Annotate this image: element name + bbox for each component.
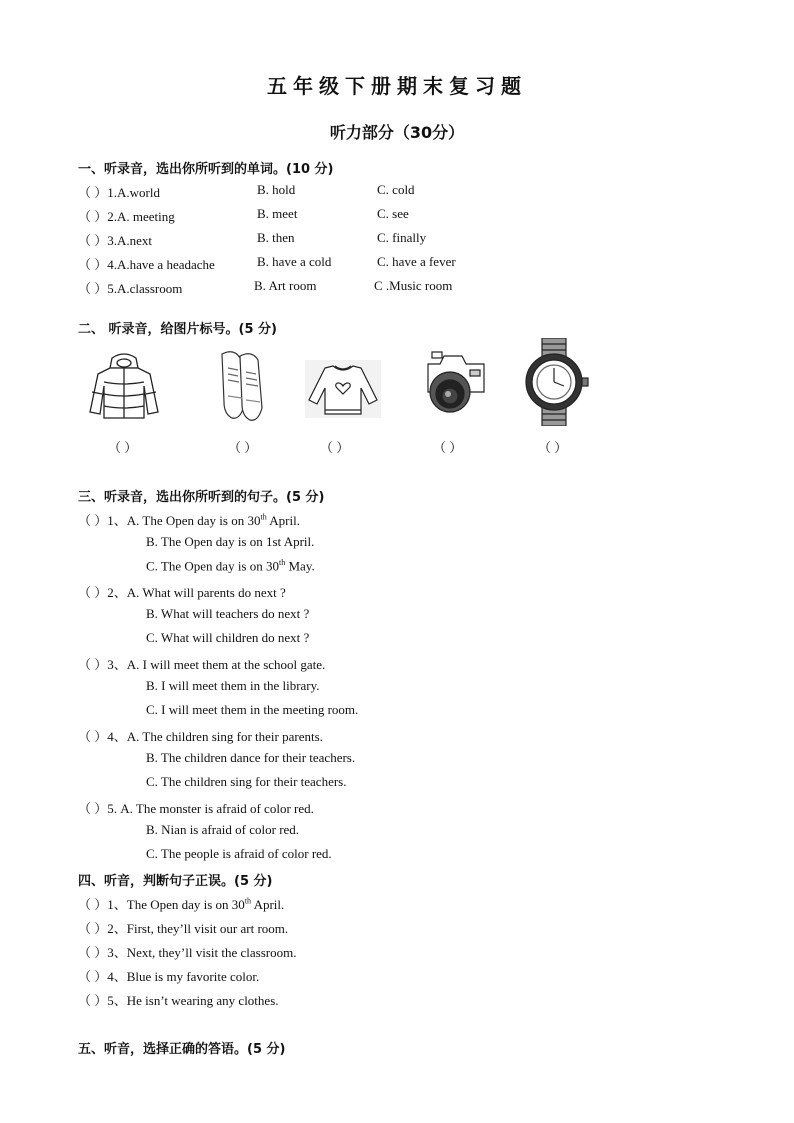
- watch-icon: [518, 338, 590, 426]
- sentence-line: B. Nian is afraid of color red.: [146, 822, 300, 837]
- shoes-icon: [214, 348, 270, 424]
- section-5-heading: 五、听音，选择正确的答语。(5 分): [78, 1042, 286, 1057]
- option-c: C. see: [377, 206, 409, 221]
- section-3-heading: 三、听录音，选出你所听到的句子。(5 分): [78, 490, 325, 505]
- sentence-line: （ ）1、The Open day is on 30th April.: [78, 896, 285, 912]
- sentence-line: （ ）5. A. The monster is afraid of color red.: [78, 801, 314, 816]
- question-item: （ ）1.A.world: [78, 185, 160, 200]
- sentence-line: （ ）1、A. The Open day is on 30th April.: [78, 512, 300, 528]
- sentence-line: （ ）4、A. The children sing for their parents.: [78, 729, 323, 744]
- option-b: B. meet: [257, 206, 298, 221]
- question-item: （ ）5.A.classroom: [78, 281, 183, 296]
- sentence-line: B. What will teachers do next ?: [146, 606, 310, 621]
- section-1-heading: 一、听录音，选出你所听到的单词。(10 分): [78, 162, 334, 177]
- sentence-line: （ ）2、A. What will parents do next ?: [78, 585, 286, 600]
- sentence-line: （ ）4、Blue is my favorite color.: [78, 969, 260, 984]
- answer-blank: （ ）: [228, 440, 258, 455]
- question-item: （ ）4.A.have a headache: [78, 257, 215, 272]
- sentence-line: （ ）2、First, they’ll visit our art room.: [78, 921, 289, 936]
- option-b: B. then: [257, 230, 295, 245]
- option-c: C. have a fever: [377, 254, 456, 269]
- sentence-line: （ ）3、A. I will meet them at the school gate.: [78, 657, 326, 672]
- sentence-line: B. I will meet them in the library.: [146, 678, 320, 693]
- answer-blank: （ ）: [108, 440, 138, 455]
- page-subtitle: 听力部分（30分）: [329, 123, 465, 142]
- question-item: （ ）3.A.next: [78, 233, 153, 248]
- sentence-line: C. The people is afraid of color red.: [146, 846, 332, 861]
- sentence-line: C. What will children do next ?: [146, 630, 310, 645]
- option-c: C .Music room: [374, 278, 453, 293]
- section-2-heading: 二、 听录音，给图片标号。(5 分): [78, 322, 277, 337]
- jacket-icon: [84, 352, 164, 424]
- option-b: B. Art room: [254, 278, 317, 293]
- sentence-line: C. The Open day is on 30th May.: [146, 558, 315, 574]
- sentence-line: B. The children dance for their teachers.: [146, 750, 356, 765]
- section-4-heading: 四、听音，判断句子正误。(5 分): [78, 874, 273, 889]
- option-c: C. cold: [377, 182, 415, 197]
- option-b: B. hold: [257, 182, 296, 197]
- option-b: B. have a cold: [257, 254, 332, 269]
- sentence-line: （ ）5、He isn’t wearing any clothes.: [78, 993, 279, 1008]
- answer-blank: （ ）: [320, 440, 350, 455]
- answer-blank: （ ）: [433, 440, 463, 455]
- sentence-line: C. I will meet them in the meeting room.: [146, 702, 359, 717]
- camera-icon: [418, 348, 494, 426]
- page-title: 五年级下册期末复习题: [267, 74, 527, 98]
- sentence-line: （ ）3、Next, they’ll visit the classroom.: [78, 945, 297, 960]
- answer-blank: （ ）: [538, 440, 568, 455]
- option-c: C. finally: [377, 230, 427, 245]
- sentence-line: B. The Open day is on 1st April.: [146, 534, 315, 549]
- sweater-icon: [305, 360, 381, 418]
- question-item: （ ）2.A. meeting: [78, 209, 175, 224]
- sentence-line: C. The children sing for their teachers.: [146, 774, 347, 789]
